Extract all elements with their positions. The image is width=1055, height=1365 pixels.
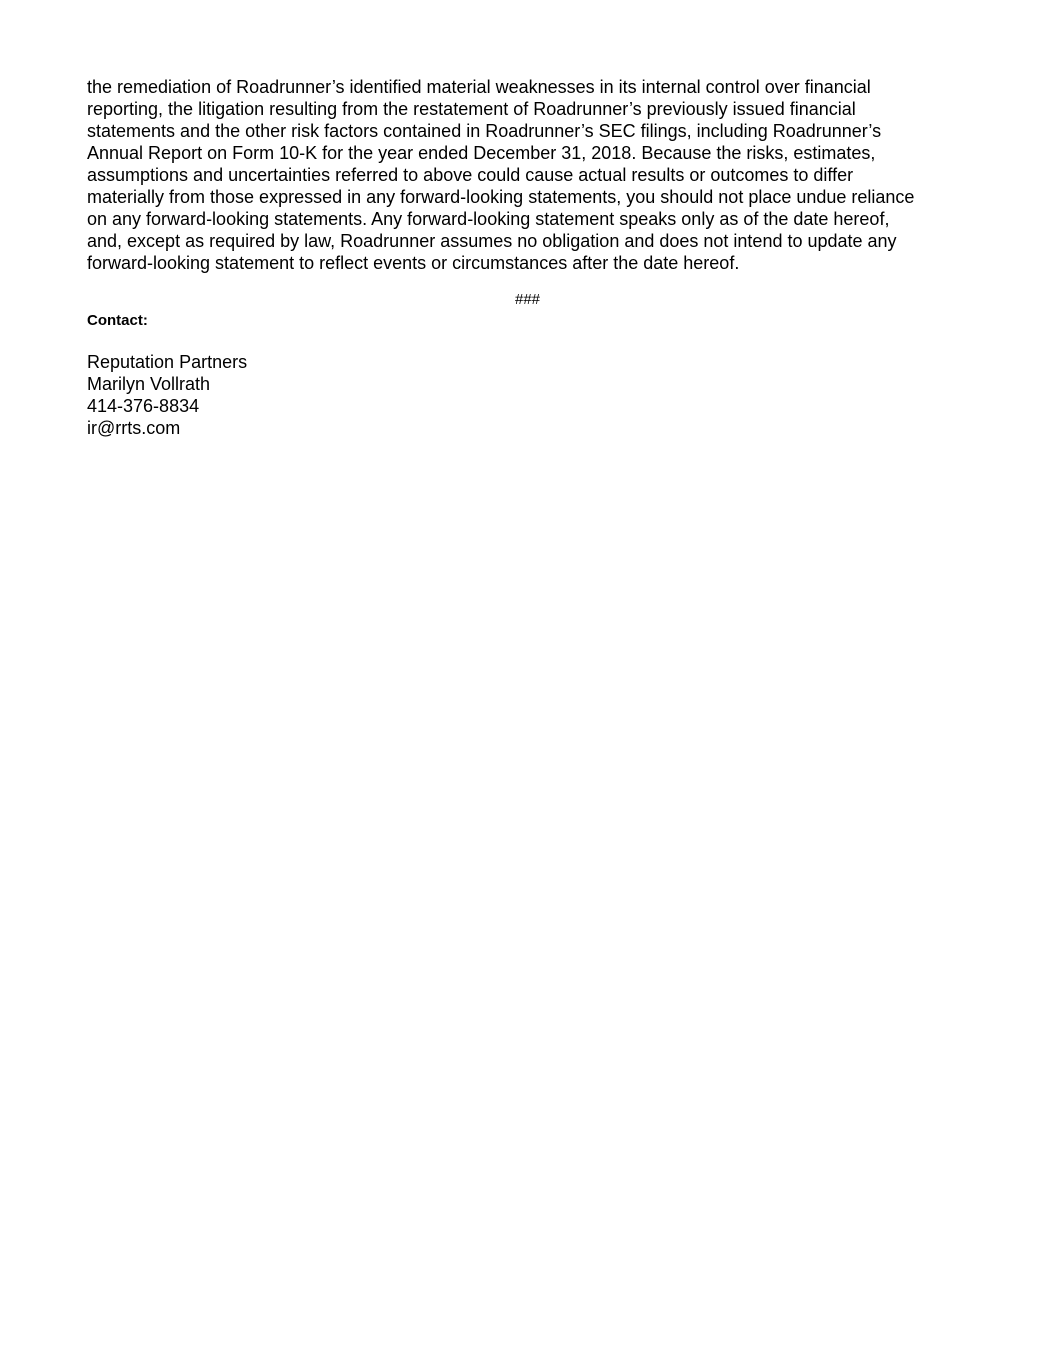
paragraph-line: on any forward-looking statements. Any forward-looking statement speaks only as of the date hereof, xyxy=(87,209,890,229)
end-of-release-marker: ### xyxy=(514,291,541,308)
paragraph-line: assumptions and uncertainties referred to above could cause actual results or outcomes to differ xyxy=(87,165,854,185)
contact-heading: Contact: xyxy=(87,312,148,329)
paragraph-line: the remediation of Roadrunner’s identified material weaknesses in its internal control over financial xyxy=(87,77,871,97)
contact-block xyxy=(87,351,247,439)
paragraph-line: and, except as required by law, Roadrunner assumes no obligation and does not intend to update any xyxy=(87,231,897,251)
paragraph-line: statements and the other risk factors contained in Roadrunner’s SEC filings, including Roadrunner’s xyxy=(87,121,882,141)
forward-looking-statement-paragraph xyxy=(87,76,977,274)
paragraph-line: forward-looking statement to reflect events or circumstances after the date hereof. xyxy=(87,253,740,273)
contact-email: ir@rrts.com xyxy=(87,418,181,438)
contact-organization: Reputation Partners xyxy=(87,352,248,372)
contact-name: Marilyn Vollrath xyxy=(87,374,211,394)
paragraph-line: reporting, the litigation resulting from the restatement of Roadrunner’s previously issued financial xyxy=(87,99,856,119)
contact-phone: 414-376-8834 xyxy=(87,396,200,416)
paragraph-line: Annual Report on Form 10-K for the year ended December 31, 2018. Because the risks, estimates, xyxy=(87,143,876,163)
paragraph-line: materially from those expressed in any forward-looking statements, you should not place undue reliance xyxy=(87,187,915,207)
